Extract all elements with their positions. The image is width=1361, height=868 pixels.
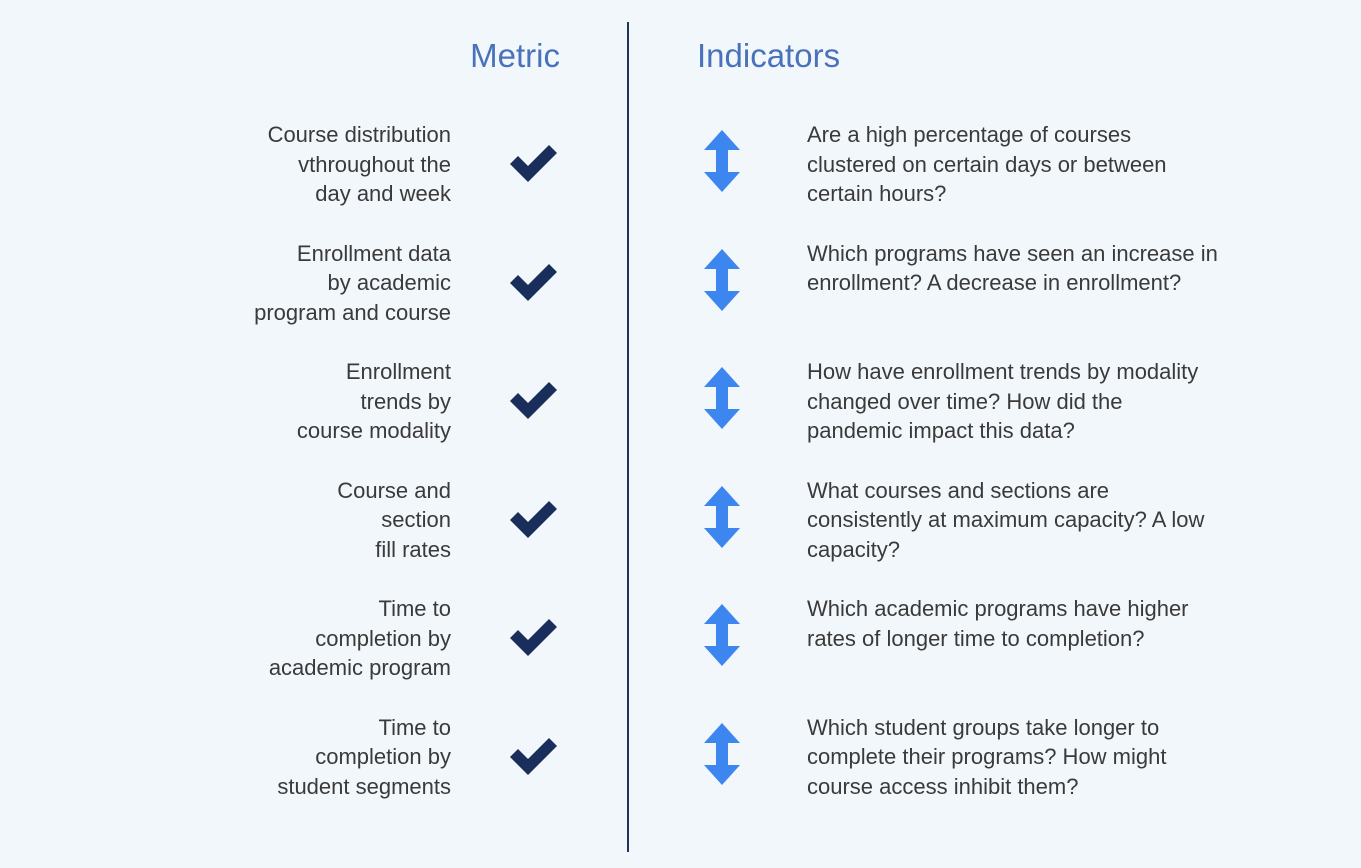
metric-label: Enrollment data by academic program and course [254, 240, 451, 325]
indicator-question: Which student groups take longer to complete their programs? How might course access inhibit them? [807, 714, 1167, 799]
double-arrow-icon [702, 604, 742, 666]
double-arrow-icon [702, 249, 742, 311]
metric-row [0, 476, 1361, 566]
indicators-heading: Indicators [697, 37, 841, 74]
checkmark-icon [508, 612, 558, 662]
indicator-question: Which programs have seen an increase in enrollment? A decrease in enrollment? [807, 240, 1218, 295]
metric-label: Enrollment trends by course modality [296, 359, 451, 443]
double-arrow-icon [702, 486, 742, 548]
metric-label: Time to completion by student segments [277, 714, 451, 799]
indicator-question: Are a high percentage of courses clustered on certain days or between certain hours? [807, 122, 1167, 206]
metric-row [0, 594, 1361, 684]
double-arrow-icon [702, 723, 742, 785]
metric-row [0, 239, 1361, 329]
metric-row [0, 713, 1361, 803]
checkmark-icon [508, 257, 558, 307]
checkmark-icon [508, 731, 558, 781]
indicator-question: How have enrollment trends by modality changed over time? How did the pandemic impact this data? [807, 359, 1199, 443]
indicator-question: Which academic programs have higher rates of longer time to completion? [807, 596, 1189, 651]
double-arrow-icon [702, 367, 742, 429]
checkmark-icon [508, 375, 558, 425]
metric-row [0, 357, 1361, 447]
metric-label: Course distribution vthroughout the day and week [267, 122, 451, 206]
metric-row [0, 120, 1361, 210]
checkmark-icon [508, 138, 558, 188]
checkmark-icon [508, 494, 558, 544]
metric-label: Course and section fill rates [337, 477, 451, 562]
indicator-question: What courses and sections are consistently at maximum capacity? A low capacity? [807, 477, 1205, 562]
double-arrow-icon [702, 130, 742, 192]
metric-label: Time to completion by academic program [268, 596, 451, 680]
metric-heading: Metric [470, 37, 560, 74]
